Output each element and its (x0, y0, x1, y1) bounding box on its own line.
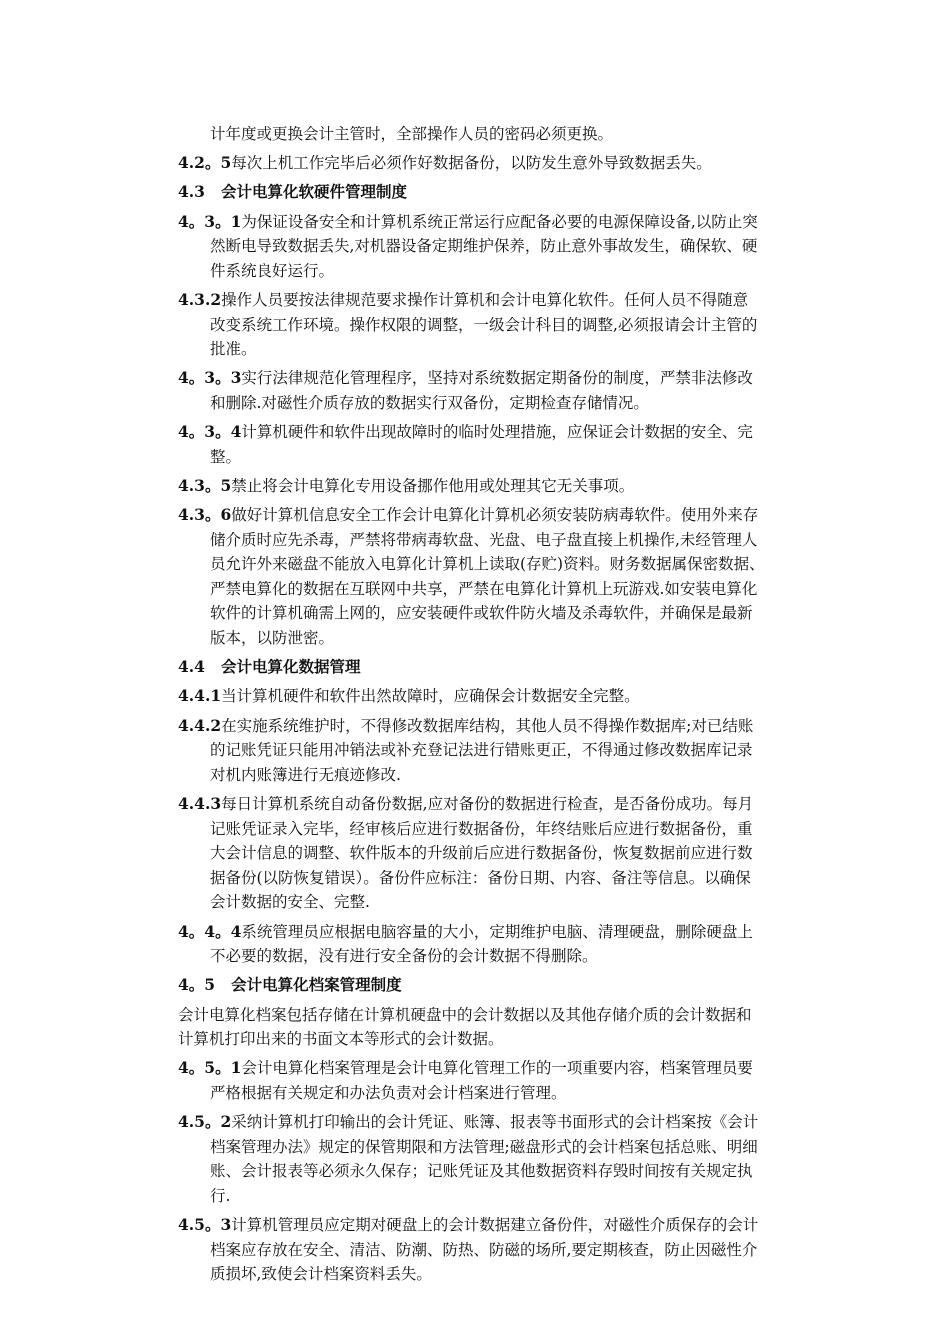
clause-number: 4.5。3 (178, 1215, 232, 1235)
text-line (178, 866, 818, 891)
text-line (178, 1027, 818, 1052)
clause-item (178, 474, 818, 499)
clause-number: 4.3。5 (178, 475, 232, 495)
text-line (178, 288, 818, 313)
clause-number: 4.2。5 (178, 153, 232, 173)
line-text: 计年度或更换会计主管时，全部操作人员的密码必须更换。 (210, 125, 614, 143)
paragraph (178, 1003, 818, 1052)
text-line (178, 1110, 818, 1135)
text-line (178, 920, 818, 945)
line-text: 实行法律规范化管理程序，坚持对系统数据定期备份的制度，严禁非法修改 (241, 369, 753, 388)
line-text: 然断电导致数据丢失,对机器设备定期维护保养，防止意外事故发生，确保软、硬 (210, 237, 758, 256)
clause-item (178, 210, 818, 284)
line-text: 软件的计算机确需上网的，应安装硬件或软件防火墙及杀毒软件，并确保是最新 (210, 604, 753, 623)
text-line (178, 122, 818, 147)
line-text: 的记账凭证只能用冲销法或补充登记法进行错账更正，不得通过修改数据库记录 (210, 741, 753, 760)
text-line (178, 841, 818, 866)
text-line (178, 210, 818, 235)
text-line (178, 313, 818, 338)
clause-item (178, 420, 818, 469)
text-line (178, 738, 818, 763)
section-heading (178, 180, 818, 205)
line-text: 当计算机硬件和软件出然故障时，应确保会计数据安全完整。 (221, 687, 640, 706)
clause-number: 4。3。1 (178, 211, 242, 231)
line-text: 计算机硬件和软件出现故障时的临时处理措施，应保证会计数据的安全、完 (241, 423, 753, 442)
text-line (178, 792, 818, 817)
clause-item (178, 792, 818, 915)
paragraph (178, 122, 818, 147)
text-line (178, 445, 818, 470)
line-text: 员允许外来磁盘不能放入电算化计算机上读取(存贮)资料。财务数据属保密数据、 (210, 555, 765, 574)
text-line (178, 503, 818, 528)
text-line (178, 366, 818, 391)
line-text: 计算机管理员应定期对硬盘上的会计数据建立备份件，对磁性介质保存的会计 (231, 1216, 759, 1235)
text-line (178, 1056, 818, 1081)
clause-number: 4.4.3 (178, 793, 222, 813)
text-line (178, 1003, 818, 1028)
clause-item (178, 920, 818, 969)
clause-number: 4.3。6 (178, 505, 232, 525)
text-line (178, 1159, 818, 1184)
clause-number: 4。3。3 (178, 368, 242, 388)
text-line (178, 1213, 818, 1238)
text-line (178, 684, 818, 709)
clause-item (178, 1213, 818, 1287)
text-line (178, 420, 818, 445)
clause-number: 4.4.1 (178, 686, 222, 706)
text-line (178, 1135, 818, 1160)
line-text: 改变系统工作环境。操作权限的调整，一级会计科目的调整,必须报请会计主管的 (210, 315, 758, 334)
text-line (178, 890, 818, 915)
line-text: 据备份(以防恢复错误）。备份件应标注：备份日期、内容、备注等信息。以确保 (210, 868, 751, 887)
line-text: 记账凭证录入完毕，经审核后应进行数据备份，年终结账后应进行数据备份，重 (210, 819, 753, 838)
clause-item (178, 1056, 818, 1105)
text-line (178, 714, 818, 739)
section-number: 4。5 (178, 975, 216, 995)
clause-item (178, 366, 818, 415)
section-number: 4.4 (178, 657, 205, 677)
line-text: 做好计算机信息安全工作会计电算化计算机必须安装防病毒软件。使用外来存 (231, 506, 759, 525)
line-text: 会计数据的安全、完整. (210, 893, 370, 912)
line-text: 会计电算化档案包括存储在计算机硬盘中的会计数据以及其他存储介质的会计数据和 (178, 1005, 752, 1024)
line-text: 每次上机工作完毕后必须作好数据备份，以防发生意外导致数据丢失。 (231, 154, 712, 173)
line-text: 每日计算机系统自动备份数据,应对备份的数据进行检查，是否备份成功。每月 (221, 794, 754, 813)
line-text: 账、会计报表等必须永久保存；记账凭证及其他数据资料存毁时间按有关规定执 (210, 1162, 753, 1181)
text-line (178, 817, 818, 842)
text-line (178, 259, 818, 284)
line-text: 为保证设备安全和计算机系统正常运行应配备必要的电源保障设备,以防止突 (241, 212, 758, 231)
text-line (178, 763, 818, 788)
clause-number: 4.3.2 (178, 289, 222, 309)
line-text: 整。 (210, 447, 242, 466)
text-line (178, 1262, 818, 1287)
section-title: 会计电算化数据管理 (220, 657, 361, 677)
clause-number: 4。3。4 (178, 422, 242, 442)
line-text: 对机内账簿进行无痕迹修改. (210, 765, 401, 784)
clause-number: 4。4。4 (178, 921, 242, 941)
section-heading (178, 655, 818, 680)
line-text: 档案应存放在安全、清洁、防潮、防热、防磁的场所,要定期核查，防止因磁性介 (210, 1240, 758, 1259)
text-line (178, 577, 818, 602)
text-line (178, 391, 818, 416)
line-text: 严禁电算化的数据在互联网中共享，严禁在电算化计算机上玩游戏.如安装电算化 (210, 579, 758, 598)
text-line (178, 1238, 818, 1263)
clause-item (178, 1110, 818, 1208)
clause-item (178, 684, 818, 709)
line-text: 储介质时应先杀毒，严禁将带病毒软盘、光盘、电子盘直接上机操作,未经管理人 (210, 530, 758, 549)
text-line (178, 337, 818, 362)
clause-number: 4.4.2 (178, 715, 222, 735)
clause-item (178, 151, 818, 176)
clause-number: 4。5。1 (178, 1058, 242, 1078)
line-text: 计算机打印出来的书面文本等形式的会计数据。 (178, 1030, 504, 1049)
line-text: 档案管理办法》规定的保管期限和方法管理;磁盘形式的会计档案包括总账、明细 (210, 1137, 758, 1156)
line-text: 和删除.对磁性介质存放的数据实行双备份，定期检查存储情况。 (210, 393, 649, 412)
line-text: 不必要的数据，没有进行安全备份的会计数据不得删除。 (210, 947, 598, 966)
line-text: 批准。 (210, 340, 257, 359)
line-text: 版本，以防泄密。 (210, 629, 335, 648)
line-text: 禁止将会计电算化专用设备挪作他用或处理其它无关事项。 (231, 476, 635, 495)
clause-number: 4.5。2 (178, 1112, 232, 1132)
text-line (178, 1081, 818, 1106)
line-text: 系统管理员应根据电脑容量的大小，定期维护电脑、清理硬盘，删除硬盘上 (241, 922, 753, 941)
line-text: 会计电算化档案管理是会计电算化管理工作的一项重要内容，档案管理员要 (241, 1059, 753, 1078)
text-line (178, 552, 818, 577)
line-text: 严格根据有关规定和办法负责对会计档案进行管理。 (210, 1083, 567, 1102)
text-line (178, 601, 818, 626)
text-line (178, 151, 818, 176)
section-heading (178, 973, 818, 998)
text-line (178, 474, 818, 499)
document-page (178, 122, 818, 1291)
line-text: 在实施系统维护时，不得修改数据库结构，其他人员不得操作数据库;对已结账 (221, 716, 754, 735)
text-line (178, 234, 818, 259)
text-line (178, 626, 818, 651)
text-line (178, 528, 818, 553)
line-text: 行. (210, 1186, 231, 1205)
line-text: 质损坏,致使会计档案资料丢失。 (210, 1265, 432, 1284)
section-title: 会计电算化软硬件管理制度 (220, 182, 407, 202)
section-number: 4.3 (178, 182, 205, 202)
text-line (178, 1184, 818, 1209)
section-title: 会计电算化档案管理制度 (231, 975, 402, 995)
line-text: 件系统良好运行。 (210, 261, 335, 280)
text-line (178, 944, 818, 969)
clause-item (178, 714, 818, 788)
line-text: 操作人员要按法律规范要求操作计算机和会计电算化软件。任何人员不得随意 (221, 290, 749, 309)
line-text: 大会计信息的调整、软件版本的升级前后应进行数据备份，恢复数据前应进行数 (210, 844, 753, 863)
line-text: 采纳计算机打印输出的会计凭证、账簿、报表等书面形式的会计档案按《会计 (231, 1113, 759, 1132)
clause-item (178, 288, 818, 362)
clause-item (178, 503, 818, 651)
